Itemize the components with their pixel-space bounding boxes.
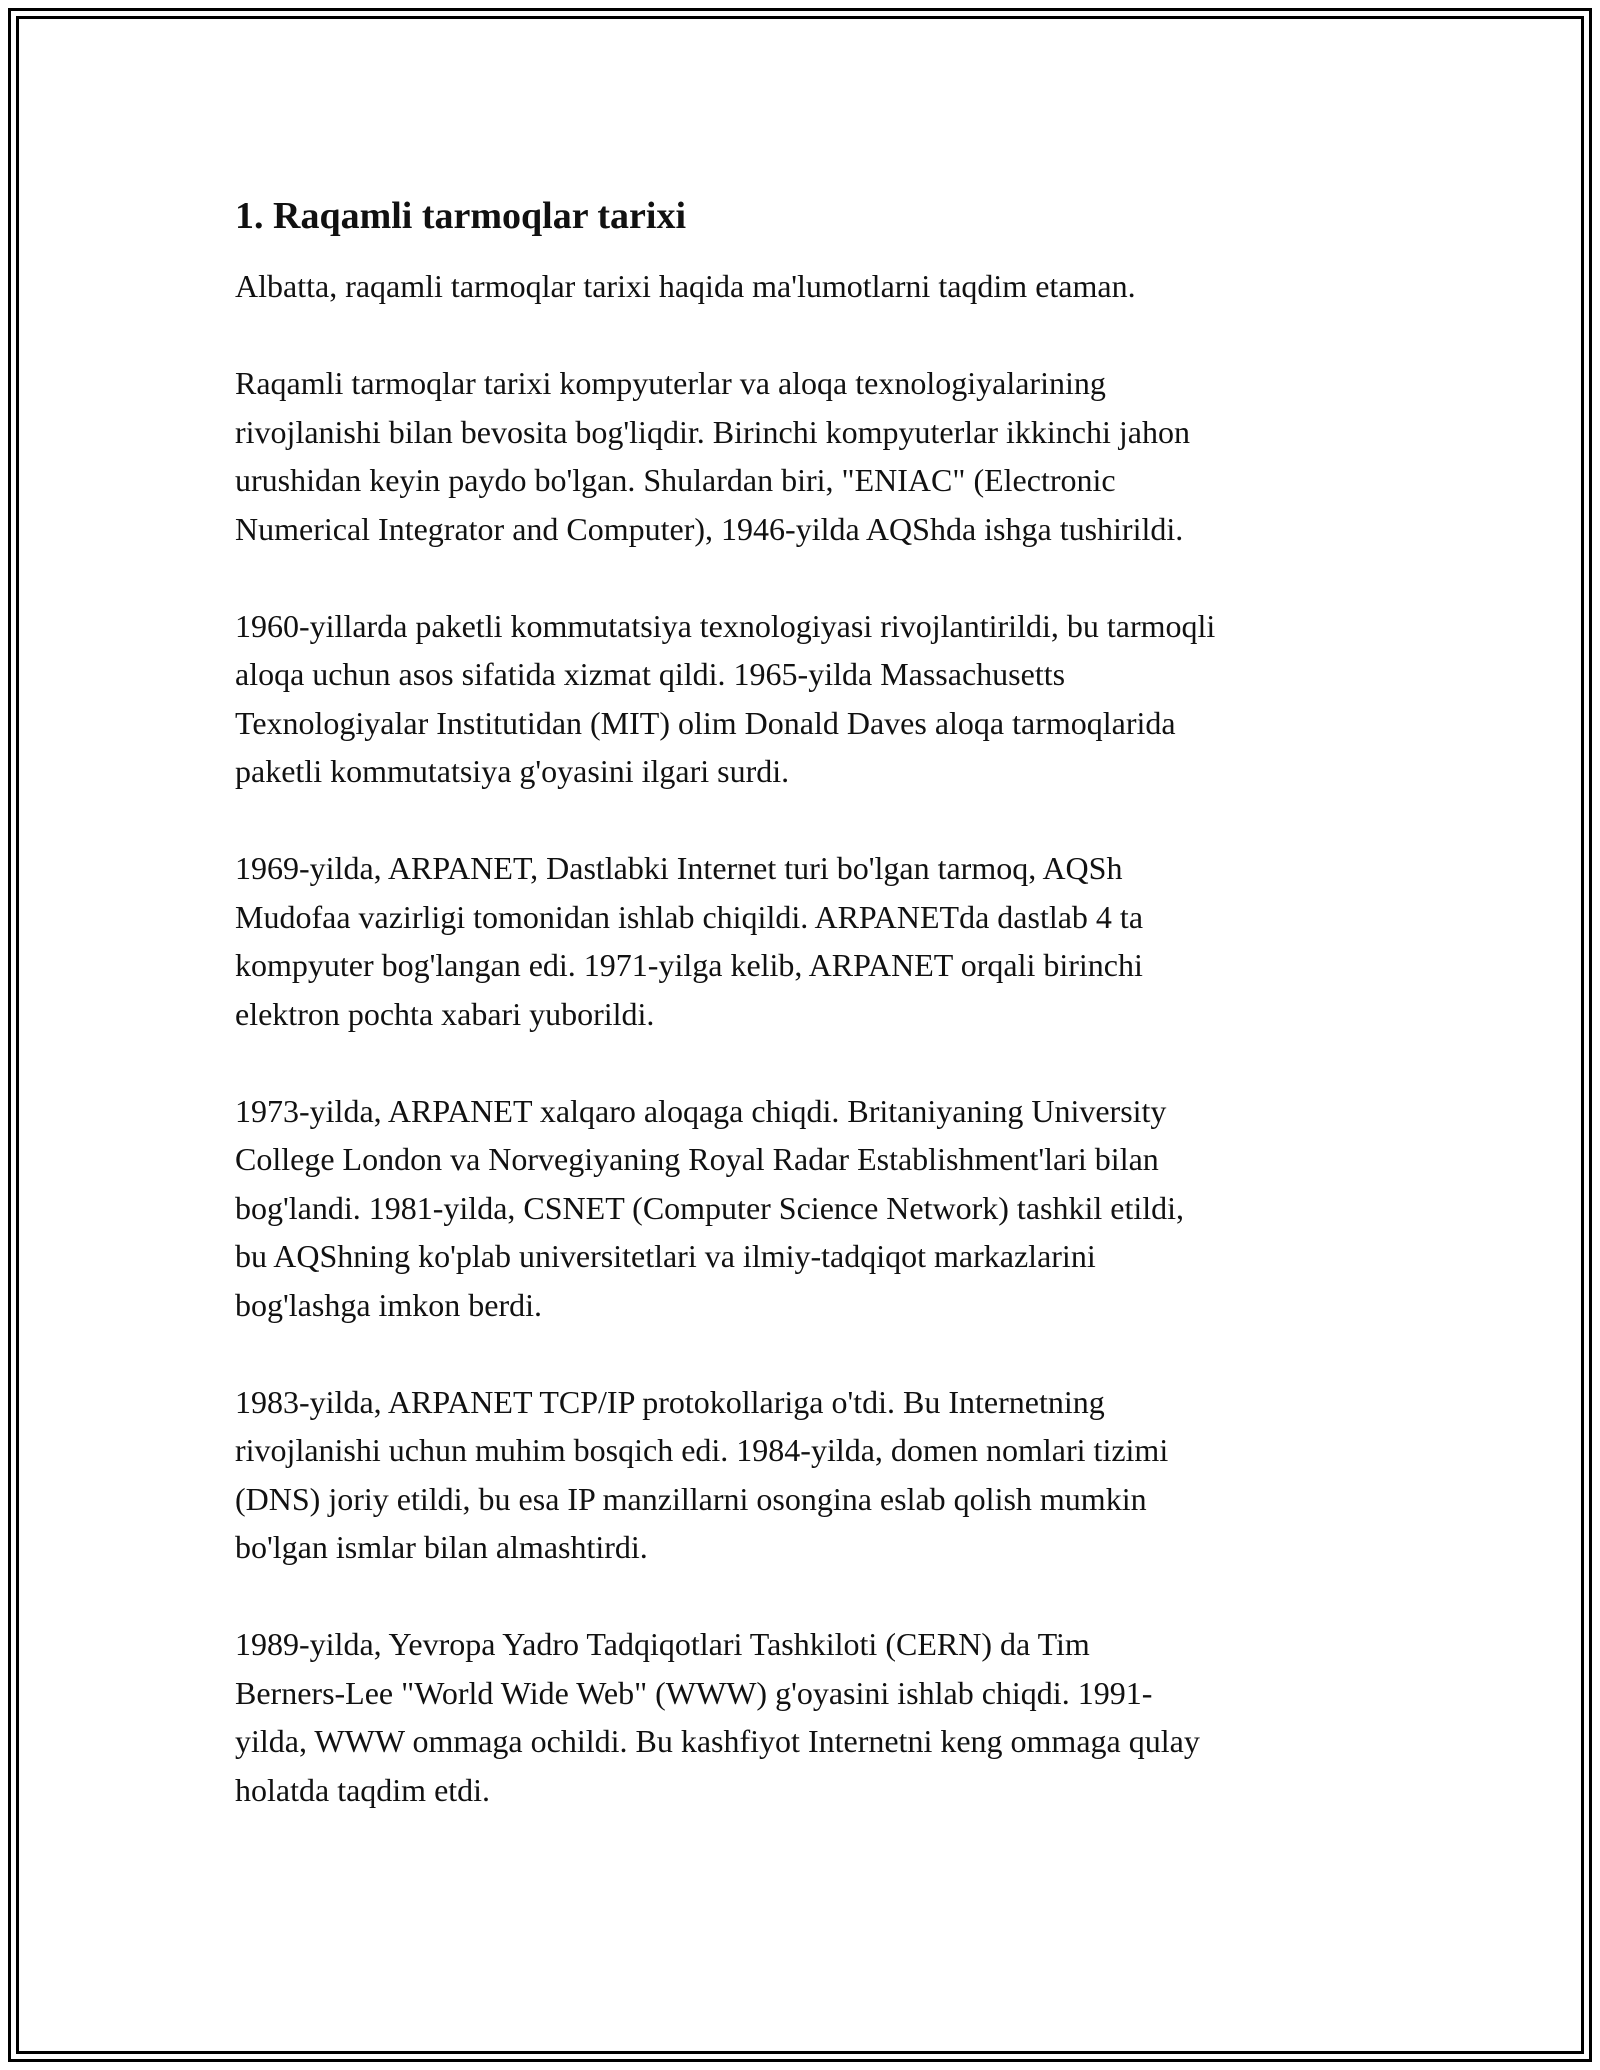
paragraph-www: 1989-yilda, Yevropa Yadro Tadqiqotlari Tashkiloti (CERN) da Tim Berners-Lee "World Wide Web" (WWW) g'oyasini ishlab chiqdi. 1991- yilda, WWW ommaga ochildi. Bu kashfiyot Internetni keng ommaga qulay holatda taqdim etdi. bbox=[235, 1626, 1200, 1808]
paragraph-intro: Albatta, raqamli tarmoqlar tarixi haqida ma'lumotlarni taqdim etaman. bbox=[235, 268, 1136, 304]
paragraph-packet-switching: 1960-yillarda paketli kommutatsiya texnologiyasi rivojlantirildi, bu tarmoqli aloqa uchun asos sifatida xizmat qildi. 1965-yilda Massachusetts Texnologiyalar Institutidan (MIT) olim Donald Daves aloqa tarmoqlarida paketli kommutatsiya g'oyasini ilgari surdi. bbox=[235, 607, 1216, 789]
section-heading: 1. Raqamli tarmoqlar tarixi bbox=[235, 195, 687, 237]
paragraph-early-computers: Raqamli tarmoqlar tarixi kompyuterlar va aloqa texnologiyalarining rivojlanishi bilan bevosita bog'liqdir. Birinchi kompyuterlar ikkinchi jahon urushidan keyin paydo bo'lgan. Shulardan biri, "ENIAC" (Electronic Numerical Integrator and Computer), 1946-yilda AQShda ishga tushirildi. bbox=[235, 365, 1190, 547]
paragraph-international: 1973-yilda, ARPANET xalqaro aloqaga chiqdi. Britaniyaning University College London va Norvegiyaning Royal Radar Establishment'lari bilan bog'landi. 1981-yilda, CSNET (Computer Science Network) tashkil etildi, bu AQShning ko'plab universitetlari va ilmiy-tadqiqot markazlarini bog'lashga imkon berdi. bbox=[235, 1092, 1185, 1323]
paragraph-arpanet: 1969-yilda, ARPANET, Dastlabki Internet turi bo'lgan tarmoq, AQSh Mudofaa vazirligi tomonidan ishlab chiqildi. ARPANETda dastlab 4 ta kompyuter bog'langan edi. 1971-yilga kelib, ARPANET orqali birinchi elektron pochta xabari yuborildi. bbox=[235, 850, 1144, 1032]
document-body bbox=[235, 190, 1375, 1863]
paragraph-tcpip-dns: 1983-yilda, ARPANET TCP/IP protokollariga o'tdi. Bu Internetning rivojlanishi uchun muhim bosqich edi. 1984-yilda, domen nomlari tizimi (DNS) joriy etildi, bu esa IP manzillarni osongina eslab qolish mumkin bo'lgan ismlar bilan almashtirdi. bbox=[235, 1383, 1169, 1565]
